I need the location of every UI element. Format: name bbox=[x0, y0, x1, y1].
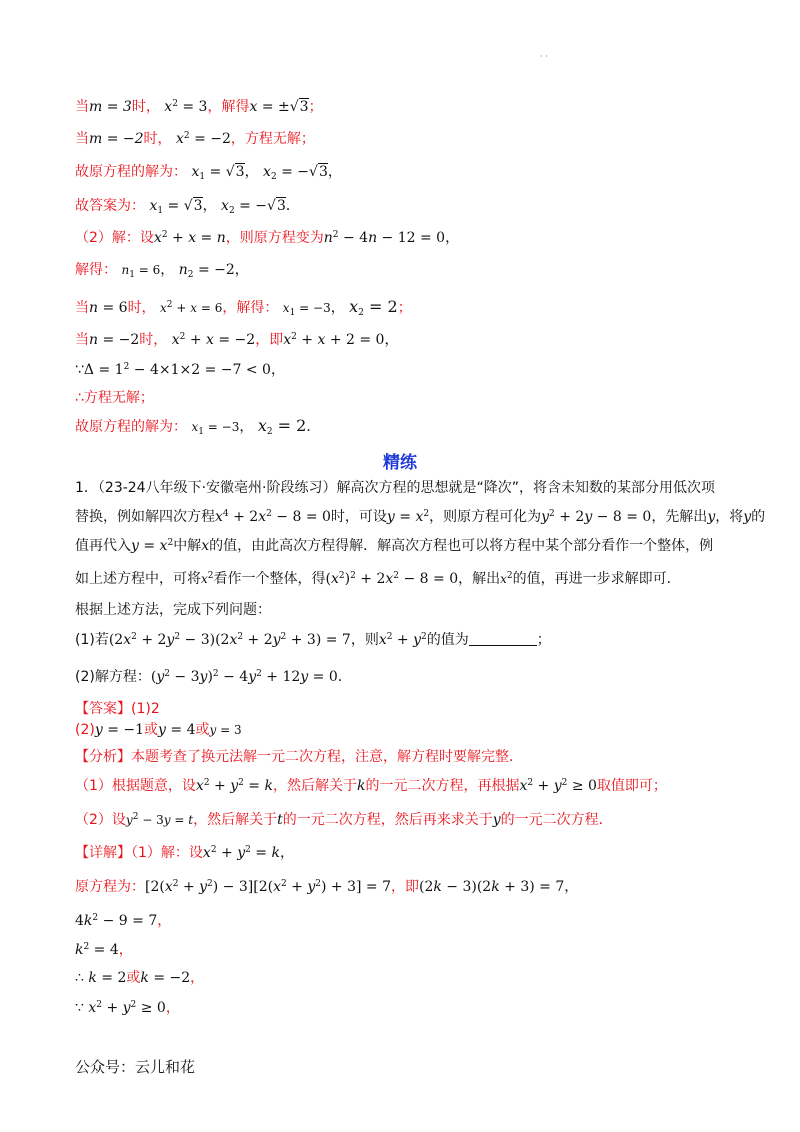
footer-text: 公众号：云儿和花 bbox=[75, 1058, 196, 1076]
detail-line-6: ∵ $x^2 + y^2 \ge 0$， bbox=[75, 1000, 180, 1016]
answer-blank bbox=[469, 631, 537, 646]
solution-line-6: 解得： $n_1 = 6$， $n_2 = -2$， bbox=[75, 262, 249, 280]
solution-line-4: 故答案为： $x_1 = √3$， $x_2 = -√3$． bbox=[75, 198, 300, 216]
solution-line-10: ∴方程无解； bbox=[75, 390, 154, 406]
analysis-line: 【分析】本题考查了换元法解一元二次方程，注意，解方程时要解完整． bbox=[75, 749, 523, 765]
detail-line-2: 原方程为：$[2(x^2 + y^2) - 3][2(x^2 + y^2) + 3] = 7$，即(2k − 3)(2k + 3) = 7， bbox=[75, 879, 579, 895]
detail-line-1: 【详解】（1）解：设$x^2 + y^2 = k$， bbox=[75, 845, 294, 861]
problem-line-1: 1．（23-24八年级下·安徽亳州·阶段练习）解高次方程的思想就是“降次”，将含未知数的某部分用低次项 bbox=[75, 480, 715, 496]
section-title: 精练 bbox=[383, 453, 417, 473]
detail-line-5: ∴ k = 2或k = −2， bbox=[75, 970, 205, 986]
analysis-line-1: （1）根据题意，设$x^2 + y^2 = k$，然后解关于k的一元二次方程，再根据$x^2 + y^2 \ge 0$取值即可； bbox=[75, 778, 667, 794]
detail-line-3: $4k^2 - 9 = 7$， bbox=[75, 913, 172, 929]
header-mark: · · bbox=[540, 52, 548, 61]
solution-line-11: 故原方程的解为： $x_1 = -3$， $x_2 = 2$． bbox=[75, 416, 321, 437]
answer-line-1: 【答案】(1)2 bbox=[75, 701, 160, 717]
solution-line-3: 故原方程的解为： $x_1 = √3$， $x_2 = -√3$， bbox=[75, 164, 342, 182]
solution-line-9: ∵Δ = $1^2 - 4\times 1\times 2 = -7 < 0$， bbox=[75, 362, 285, 378]
problem-line-2: 替换，例如解四次方程$x^4 + 2x^2 - 8 = 0$时，可设$y = x^2$，则原方程可化为$y^2 + 2y - 8 = 0$，先解出y，将y的 bbox=[75, 509, 766, 525]
problem-line-4: 如上述方程中，可将$x^2$看作一个整体，得$(x^2)^2 + 2x^2 - 8 = 0$，解出$x^2$的值，再进一步求解即可． bbox=[75, 571, 681, 587]
detail-line-4: $k^2 = 4$， bbox=[75, 942, 133, 958]
solution-line-7: 当n = 6时， $x^2 + x = 6$，解得： $x_1 = -3$， $x_2 = 2$； bbox=[75, 297, 412, 318]
problem-line-6: (1)若$(2x^2 + 2y^2 - 3)(2x^2 + 2y^2 + 3) = 7$，则$x^2 + y^2$的值为 ； bbox=[75, 632, 551, 648]
answer-line-2: (2)y = −1或y = 4或y = 3 bbox=[75, 722, 242, 738]
solution-line-5: （2）解：设$x^2 + x = n$，则原方程变为$n^2 - 4n - 12 = 0$， bbox=[75, 230, 460, 246]
problem-line-3: 值再代入$y = x^2$中解x的值，由此高次方程得解．解高次方程也可以将方程中某个部分看作一个整体，例 bbox=[75, 538, 714, 554]
solution-line-8: 当n = −2时， $x^2 + x = -2$，即$x^2 + x + 2 = 0$， bbox=[75, 332, 399, 348]
problem-line-7: (2)解方程：$(y^2 - 3y)^2 - 4y^2 + 12y = 0$． bbox=[75, 669, 352, 685]
solution-line-2: 当m = −2时， $x^2 = -2$，方程无解； bbox=[75, 131, 315, 147]
problem-line-5: 根据上述方法，完成下列问题： bbox=[75, 602, 271, 618]
solution-line-1: 当m = 3时， $x^2 = 3$，解得x = ±√3； bbox=[75, 99, 323, 115]
analysis-line-2: （2）设$y^2 - 3y = t$，然后解关于t的一元二次方程，然后再来求关于y的一元二次方程． bbox=[75, 812, 613, 828]
